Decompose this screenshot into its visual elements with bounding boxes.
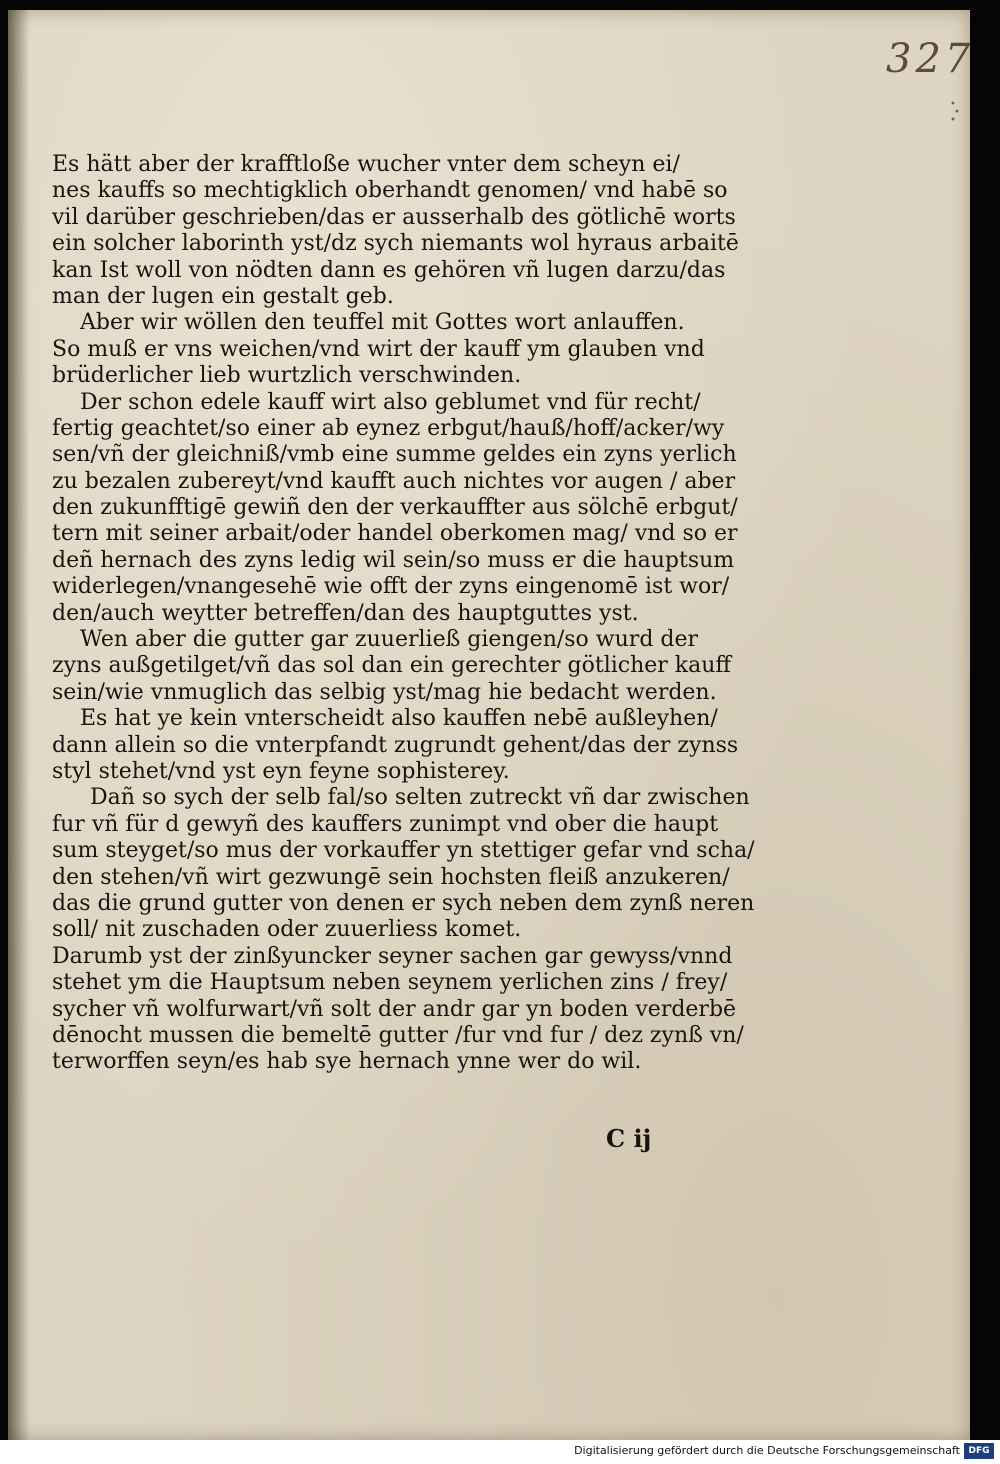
text-line-21: sein/wie vnmuglich das selbig yst/mag hie bedacht werden. bbox=[52, 679, 717, 705]
text-line-14: den zukunfftigē gewiñ den der verkauffter aus sölchē erbgut/ bbox=[52, 495, 738, 521]
signature-mark: C ij bbox=[606, 1124, 652, 1153]
text-line-22: Es hat ye kein vnterscheidt also kauffen nebē außleyhen/ bbox=[80, 706, 718, 732]
text-line-4: ein solcher laborinth yst/dz sych niemants wol hyraus arbaitē bbox=[52, 231, 739, 257]
body-text bbox=[52, 152, 755, 1076]
text-line-27: sum steyget/so mus der vorkauffer yn stettiger gefar vnd scha/ bbox=[52, 838, 755, 864]
text-line-3: vil darüber geschrieben/das er ausserhalb des götlichē worts bbox=[52, 204, 736, 230]
text-line-34: dēnocht mussen die bemeltē gutter /fur vnd fur / dez zynß vn/ bbox=[52, 1022, 744, 1048]
text-line-7: Aber wir wöllen den teuffel mit Gottes wort anlauffen. bbox=[80, 310, 685, 336]
text-line-33: sycher vñ wolfurwart/vñ solt der andr gar yn boden verderbē bbox=[52, 996, 737, 1022]
text-line-19: Wen aber die gutter gar zuuerließ giengen/so wurd der bbox=[80, 627, 699, 653]
text-line-25: Dañ so sych der selb fal/so selten zutreckt vñ dar zwischen bbox=[90, 785, 750, 811]
text-line-2: nes kauffs so mechtigklich oberhandt genomen/ vnd habē so bbox=[52, 178, 728, 204]
text-line-24: styl stehet/vnd yst eyn feyne sophisterey. bbox=[52, 758, 510, 784]
text-line-29: das die grund gutter von denen er sych neben dem zynß neren bbox=[52, 890, 755, 916]
text-line-13: zu bezalen zubereyt/vnd kaufft auch nichtes vor augen / aber bbox=[52, 468, 736, 494]
margin-marks bbox=[950, 100, 960, 124]
text-line-35: terworffen seyn/es hab sye hernach ynne wer do wil. bbox=[52, 1049, 642, 1075]
text-line-11: fertig geachtet/so einer ab eynez erbgut/hauß/hoff/acker/wy bbox=[52, 415, 725, 441]
text-line-32: stehet ym die Hauptsum neben seynem yerlichen zins / frey/ bbox=[52, 970, 728, 996]
text-line-26: fur vñ für d gewyñ des kauffers zunimpt vnd ober die haupt bbox=[52, 811, 719, 837]
text-line-6: man der lugen ein gestalt geb. bbox=[52, 283, 394, 309]
text-line-28: den stehen/vñ wirt gezwungē sein hochsten fleiß anzukeren/ bbox=[52, 864, 730, 890]
text-line-15: tern mit seiner arbait/oder handel oberkomen mag/ vnd so er bbox=[52, 521, 738, 547]
footer-bar bbox=[0, 1440, 1000, 1464]
text-line-31: Darumb yst der zinßyuncker seyner sachen gar gewyss/vnnd bbox=[52, 943, 733, 969]
text-line-20: zyns außgetilget/vñ das sol dan ein gerechter götlicher kauff bbox=[52, 653, 732, 679]
text-line-23: dann allein so die vnterpfandt zugrundt gehent/das der zynss bbox=[52, 732, 739, 758]
text-line-30: soll/ nit zuschaden oder zuuerliess komet. bbox=[52, 917, 522, 943]
text-line-8: So muß er vns weichen/vnd wirt der kauff ym glauben vnd bbox=[52, 336, 705, 362]
text-line-12: sen/vñ der gleichniß/vmb eine summe geldes ein zyns yerlich bbox=[52, 442, 737, 468]
folio-number: 327 bbox=[886, 36, 975, 82]
text-line-16: deñ hernach des zyns ledig wil sein/so muss er die hauptsum bbox=[52, 547, 735, 573]
text-line-17: widerlegen/vnangesehē wie offt der zyns eingenomē ist wor/ bbox=[52, 574, 730, 600]
spine-shadow bbox=[8, 10, 30, 1440]
dfg-logo: DFG bbox=[964, 1443, 994, 1459]
text-line-10: Der schon edele kauff wirt also geblumet vnd für recht/ bbox=[80, 389, 701, 415]
text-line-1: Es hätt aber der krafftloße wucher vnter dem scheyn ei/ bbox=[52, 152, 680, 177]
text-line-5: kan Ist woll von nödten dann es gehören vñ lugen darzu/das bbox=[52, 257, 726, 283]
funding-notice: Digitalisierung gefördert durch die Deutsche Forschungsgemeinschaft bbox=[574, 1444, 960, 1457]
text-line-9: brüderlicher lieb wurtzlich verschwinden. bbox=[52, 363, 522, 389]
text-line-18: den/auch weytter betreffen/dan des hauptguttes yst. bbox=[52, 600, 639, 626]
